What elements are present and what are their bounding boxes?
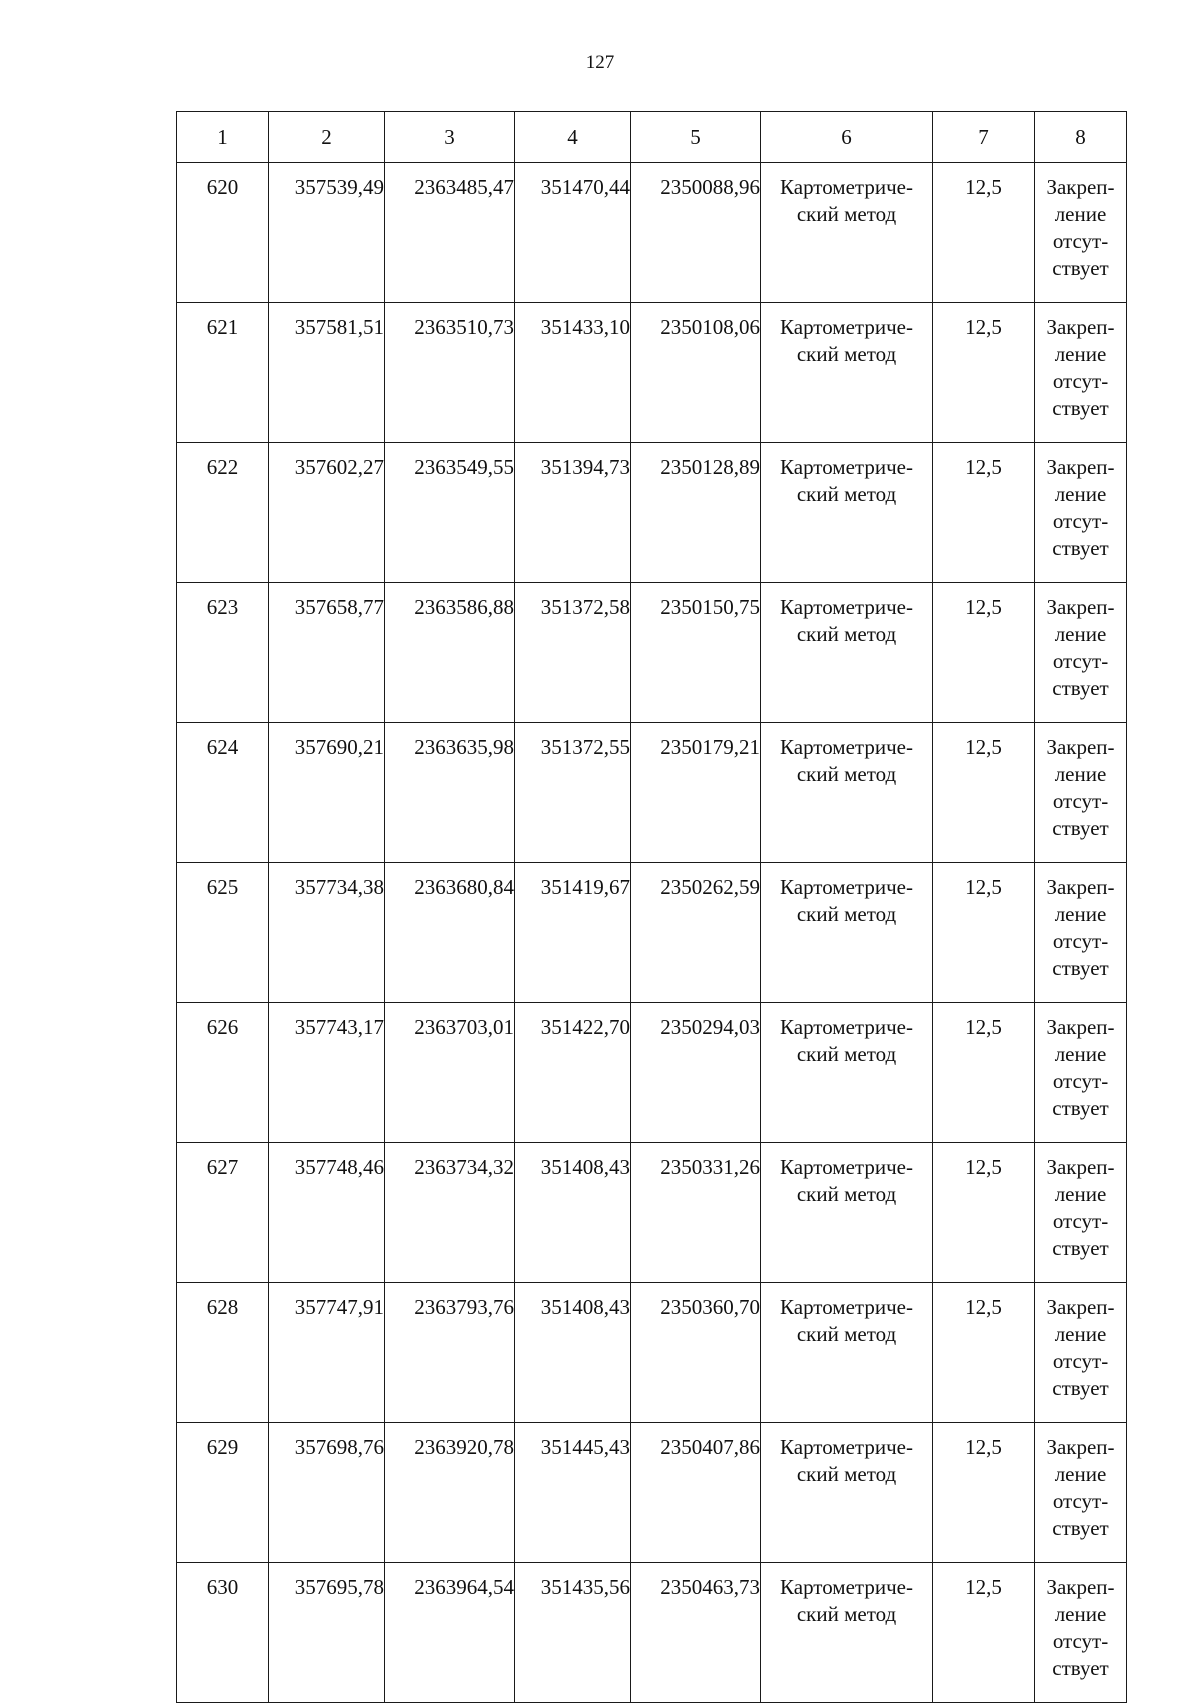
note-line: ствует: [1052, 1376, 1109, 1400]
coord-cell-5: 2350294,03: [631, 1003, 761, 1143]
coord-cell-3: 2363680,84: [385, 863, 515, 1003]
note-line: ление: [1054, 482, 1107, 506]
coord-cell-5: 2350128,89: [631, 443, 761, 583]
note-line: отсут-: [1052, 1489, 1109, 1513]
coord-cell-2: 357539,49: [269, 163, 385, 303]
note-line: ствует: [1052, 1096, 1109, 1120]
accuracy-cell: 12,5: [933, 1563, 1035, 1703]
note-line: ление: [1054, 342, 1107, 366]
column-header-5: 5: [631, 112, 761, 163]
method-cell: [761, 163, 933, 303]
column-header-7: 7: [933, 112, 1035, 163]
note-line: Закреп-: [1046, 595, 1115, 619]
coord-cell-5: 2350262,59: [631, 863, 761, 1003]
method-cell: [761, 863, 933, 1003]
note-line: ствует: [1052, 396, 1109, 420]
method-cell: [761, 1003, 933, 1143]
note-line: отсут-: [1052, 649, 1109, 673]
coord-cell-4: 351372,55: [515, 723, 631, 863]
point-number-cell: 630: [177, 1563, 269, 1703]
table-body: [177, 163, 1127, 1703]
coord-cell-5: 2350179,21: [631, 723, 761, 863]
note-line: Закреп-: [1046, 175, 1115, 199]
note-line: ствует: [1052, 1516, 1109, 1540]
table-row: [177, 863, 1127, 1003]
accuracy-cell: 12,5: [933, 443, 1035, 583]
note-line: Закреп-: [1046, 315, 1115, 339]
coord-cell-3: 2363793,76: [385, 1283, 515, 1423]
coord-cell-3: 2363635,98: [385, 723, 515, 863]
note-line: ствует: [1052, 816, 1109, 840]
coord-cell-5: 2350088,96: [631, 163, 761, 303]
method-line: Картометриче-: [780, 1155, 913, 1179]
method-line: ский метод: [796, 1322, 897, 1346]
note-line: отсут-: [1052, 929, 1109, 953]
note-cell: [1035, 1283, 1127, 1423]
note-cell: [1035, 303, 1127, 443]
note-cell: [1035, 443, 1127, 583]
column-header-4: 4: [515, 112, 631, 163]
note-line: ление: [1054, 1182, 1107, 1206]
coord-cell-3: 2363920,78: [385, 1423, 515, 1563]
method-line: Картометриче-: [780, 735, 913, 759]
method-line: Картометриче-: [780, 875, 913, 899]
note-cell: [1035, 1143, 1127, 1283]
coord-cell-4: 351433,10: [515, 303, 631, 443]
note-line: Закреп-: [1046, 1015, 1115, 1039]
note-line: ствует: [1052, 1656, 1109, 1680]
method-cell: [761, 303, 933, 443]
point-number-cell: 628: [177, 1283, 269, 1423]
column-header-8: 8: [1035, 112, 1127, 163]
method-line: Картометриче-: [780, 175, 913, 199]
note-line: ление: [1054, 1042, 1107, 1066]
note-cell: [1035, 863, 1127, 1003]
method-cell: [761, 583, 933, 723]
method-line: ский метод: [796, 482, 897, 506]
coord-cell-5: 2350331,26: [631, 1143, 761, 1283]
note-line: отсут-: [1052, 1209, 1109, 1233]
note-line: отсут-: [1052, 229, 1109, 253]
note-cell: [1035, 723, 1127, 863]
coord-cell-2: 357695,78: [269, 1563, 385, 1703]
note-line: ление: [1054, 622, 1107, 646]
column-header-3: 3: [385, 112, 515, 163]
method-line: Картометриче-: [780, 315, 913, 339]
coord-cell-2: 357602,27: [269, 443, 385, 583]
method-cell: [761, 723, 933, 863]
note-cell: [1035, 1423, 1127, 1563]
method-line: ский метод: [796, 1042, 897, 1066]
point-number-cell: 621: [177, 303, 269, 443]
coord-cell-4: 351394,73: [515, 443, 631, 583]
table-row: [177, 163, 1127, 303]
note-line: ление: [1054, 202, 1107, 226]
point-number-cell: 625: [177, 863, 269, 1003]
coord-cell-2: 357748,46: [269, 1143, 385, 1283]
coord-cell-4: 351435,56: [515, 1563, 631, 1703]
note-line: ствует: [1052, 256, 1109, 280]
note-cell: [1035, 583, 1127, 723]
accuracy-cell: 12,5: [933, 1283, 1035, 1423]
coord-cell-4: 351408,43: [515, 1143, 631, 1283]
table-row: [177, 1283, 1127, 1423]
method-line: ский метод: [796, 1602, 897, 1626]
coord-cell-4: 351419,67: [515, 863, 631, 1003]
table-row: [177, 1563, 1127, 1703]
table-row: [177, 1143, 1127, 1283]
coord-cell-2: 357747,91: [269, 1283, 385, 1423]
coord-cell-5: 2350150,75: [631, 583, 761, 723]
note-line: отсут-: [1052, 789, 1109, 813]
coord-cell-5: 2350360,70: [631, 1283, 761, 1423]
method-cell: [761, 443, 933, 583]
coord-cell-2: 357698,76: [269, 1423, 385, 1563]
column-header-1: 1: [177, 112, 269, 163]
coord-cell-3: 2363485,47: [385, 163, 515, 303]
table-row: [177, 1423, 1127, 1563]
note-line: отсут-: [1052, 369, 1109, 393]
method-cell: [761, 1423, 933, 1563]
coord-cell-3: 2363964,54: [385, 1563, 515, 1703]
accuracy-cell: 12,5: [933, 1143, 1035, 1283]
coord-cell-4: 351408,43: [515, 1283, 631, 1423]
method-line: ский метод: [796, 762, 897, 786]
method-line: Картометриче-: [780, 455, 913, 479]
coord-cell-4: 351372,58: [515, 583, 631, 723]
note-line: Закреп-: [1046, 1435, 1115, 1459]
accuracy-cell: 12,5: [933, 163, 1035, 303]
point-number-cell: 620: [177, 163, 269, 303]
point-number-cell: 622: [177, 443, 269, 583]
note-cell: [1035, 163, 1127, 303]
note-line: ление: [1054, 762, 1107, 786]
coord-cell-3: 2363586,88: [385, 583, 515, 723]
method-line: ский метод: [796, 202, 897, 226]
accuracy-cell: 12,5: [933, 583, 1035, 723]
method-line: ский метод: [796, 342, 897, 366]
point-number-cell: 623: [177, 583, 269, 723]
coord-cell-5: 2350463,73: [631, 1563, 761, 1703]
note-line: отсут-: [1052, 1629, 1109, 1653]
table-row: [177, 723, 1127, 863]
accuracy-cell: 12,5: [933, 303, 1035, 443]
table-row: [177, 583, 1127, 723]
note-cell: [1035, 1003, 1127, 1143]
table-row: [177, 303, 1127, 443]
note-line: ствует: [1052, 536, 1109, 560]
coord-cell-4: 351445,43: [515, 1423, 631, 1563]
note-line: отсут-: [1052, 509, 1109, 533]
coord-cell-3: 2363703,01: [385, 1003, 515, 1143]
method-cell: [761, 1143, 933, 1283]
note-line: отсут-: [1052, 1349, 1109, 1373]
coord-cell-2: 357581,51: [269, 303, 385, 443]
coord-cell-3: 2363549,55: [385, 443, 515, 583]
method-line: Картометриче-: [780, 1015, 913, 1039]
method-line: ский метод: [796, 902, 897, 926]
coord-cell-4: 351470,44: [515, 163, 631, 303]
note-line: Закреп-: [1046, 875, 1115, 899]
point-number-cell: 624: [177, 723, 269, 863]
page-number: 127: [585, 52, 615, 73]
method-line: ский метод: [796, 1462, 897, 1486]
note-line: ление: [1054, 1322, 1107, 1346]
method-line: Картометриче-: [780, 1575, 913, 1599]
method-cell: [761, 1283, 933, 1423]
note-line: ление: [1054, 1462, 1107, 1486]
method-line: Картометриче-: [780, 1435, 913, 1459]
method-line: ский метод: [796, 1182, 897, 1206]
note-cell: [1035, 1563, 1127, 1703]
coord-cell-2: 357658,77: [269, 583, 385, 723]
method-line: Картометриче-: [780, 1295, 913, 1319]
column-header-6: 6: [761, 112, 933, 163]
coord-cell-3: 2363734,32: [385, 1143, 515, 1283]
table-row: [177, 1003, 1127, 1143]
note-line: Закреп-: [1046, 1575, 1115, 1599]
note-line: отсут-: [1052, 1069, 1109, 1093]
method-line: ский метод: [796, 622, 897, 646]
point-number-cell: 627: [177, 1143, 269, 1283]
note-line: Закреп-: [1046, 1155, 1115, 1179]
accuracy-cell: 12,5: [933, 723, 1035, 863]
accuracy-cell: 12,5: [933, 1423, 1035, 1563]
method-line: Картометриче-: [780, 595, 913, 619]
coord-cell-3: 2363510,73: [385, 303, 515, 443]
coord-cell-5: 2350407,86: [631, 1423, 761, 1563]
note-line: Закреп-: [1046, 455, 1115, 479]
note-line: ствует: [1052, 956, 1109, 980]
accuracy-cell: 12,5: [933, 863, 1035, 1003]
note-line: ление: [1054, 1602, 1107, 1626]
point-number-cell: 626: [177, 1003, 269, 1143]
note-line: Закреп-: [1046, 1295, 1115, 1319]
coord-cell-2: 357690,21: [269, 723, 385, 863]
coord-cell-2: 357734,38: [269, 863, 385, 1003]
note-line: ствует: [1052, 676, 1109, 700]
coordinates-table: [176, 111, 1127, 1703]
table-row: [177, 443, 1127, 583]
column-header-2: 2: [269, 112, 385, 163]
note-line: ление: [1054, 902, 1107, 926]
accuracy-cell: 12,5: [933, 1003, 1035, 1143]
method-cell: [761, 1563, 933, 1703]
point-number-cell: 629: [177, 1423, 269, 1563]
header-row: [177, 112, 1127, 163]
note-line: ствует: [1052, 1236, 1109, 1260]
note-line: Закреп-: [1046, 735, 1115, 759]
coord-cell-2: 357743,17: [269, 1003, 385, 1143]
coord-cell-4: 351422,70: [515, 1003, 631, 1143]
coord-cell-5: 2350108,06: [631, 303, 761, 443]
